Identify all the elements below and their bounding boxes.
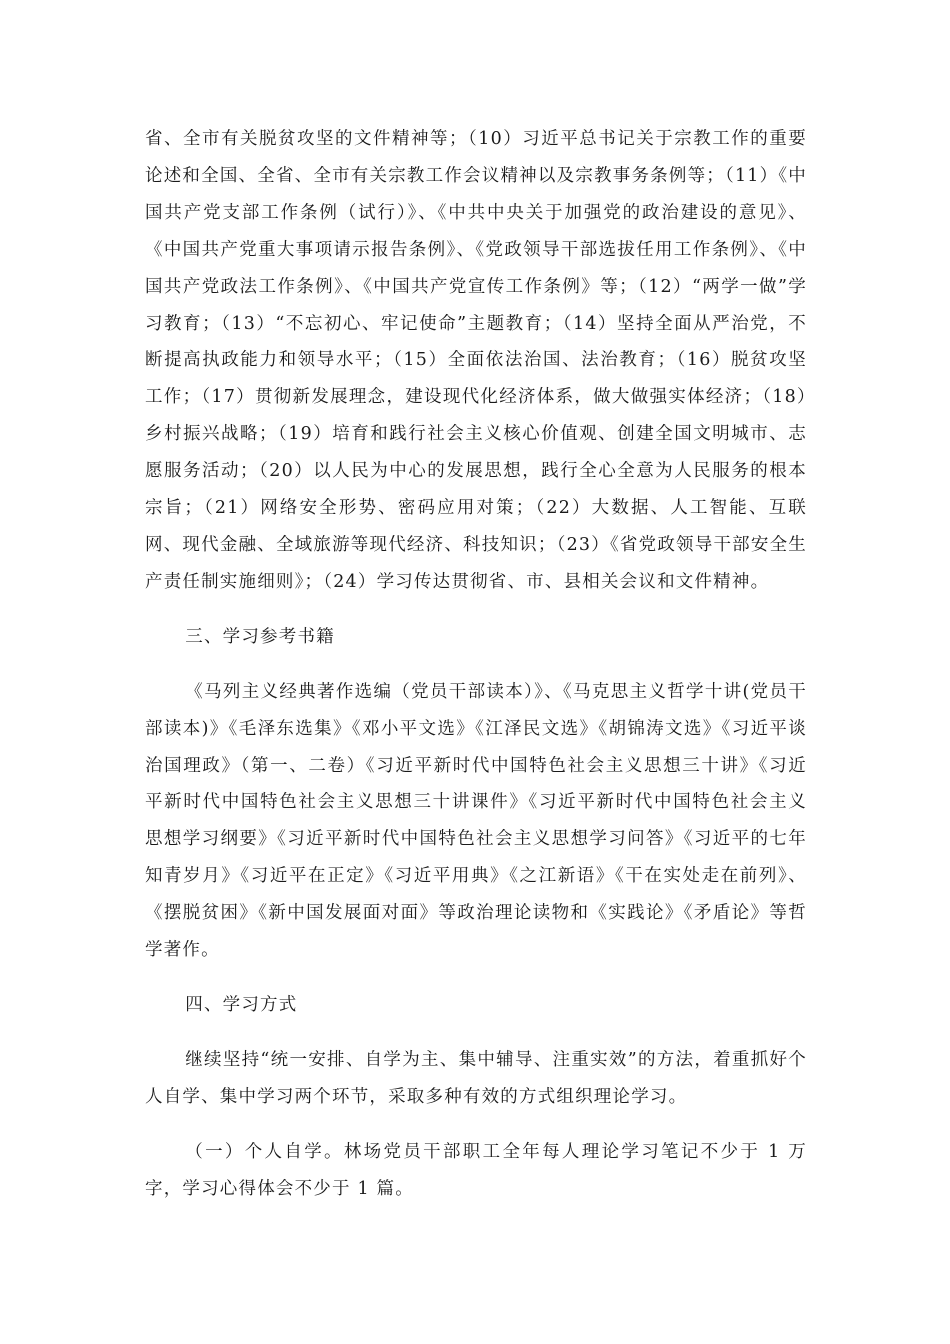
section-heading-study-methods: 四、学习方式 — [185, 994, 298, 1015]
paragraph-study-methods: 继续坚持“统一安排、自学为主、集中辅导、注重实效”的方法，着重抓好个人自学、集中学习两个环节，采取多种有效的方式组织理论学习。 — [145, 1049, 807, 1107]
paragraph-reference-books: 《马列主义经典著作选编（党员干部读本）》、《马克思主义哲学十讲(党员干部读本)》《毛泽东选集》《邓小平文选》《江泽民文选》《胡锦涛文选》《习近平谈治国理政》（第一、二卷）《习近平新时代中国特色社会主义思想三十讲》《习近平新时代中国特色社会主义思想三十讲课件》《习近平新时代中国特色社会主义思想学习纲要》《习近平新时代中国特色社会主义思想学习问答》《习近平的七年知青岁月》《习近平在正定》《习近平用典》《之江新语》《干在实处走在前列》、《摆脱贫困》《新中国发展面对面》等政治理论读物和《实践论》《矛盾论》等哲学著作。 — [145, 681, 807, 961]
paragraph-self-study: （一）个人自学。林场党员干部职工全年每人理论学习笔记不少于 1 万字，学习心得体会不少于 1 篇。 — [145, 1141, 807, 1199]
paragraph-study-topics: 省、全市有关脱贫攻坚的文件精神等；（10）习近平总书记关于宗教工作的重要论述和全国、全省、全市有关宗教工作会议精神以及宗教事务条例等；（11）《中国共产党支部工作条例（试行）》、《中共中央关于加强党的政治建设的意见》、《中国共产党重大事项请示报告条例》、《党政领导干部选拔任用工作条例》、《中国共产党政法工作条例》、《中国共产党宣传工作条例》等；（12）“两学一做”学习教育；（13）“不忘初心、牢记使命”主题教育；（14）坚持全面从严治党，不断提高执政能力和领导水平；（15）全面依法治国、法治教育；（16）脱贫攻坚工作；（17）贯彻新发展理念，建设现代化经济体系，做大做强实体经济；（18）乡村振兴战略；（19）培育和践行社会主义核心价值观、创建全国文明城市、志愿服务活动；（20）以人民为中心的发展思想，践行全心全意为人民服务的根本宗旨；（21）网络安全形势、密码应用对策；（22）大数据、人工智能、互联网、现代金融、全域旅游等现代经济、科技知识；（23）《省党政领导干部安全生产责任制实施细则》；（24）学习传达贯彻省、市、县相关会议和文件精神。 — [145, 129, 807, 592]
document-page — [145, 121, 807, 1207]
section-heading-reference-books: 三、学习参考书籍 — [185, 626, 335, 647]
